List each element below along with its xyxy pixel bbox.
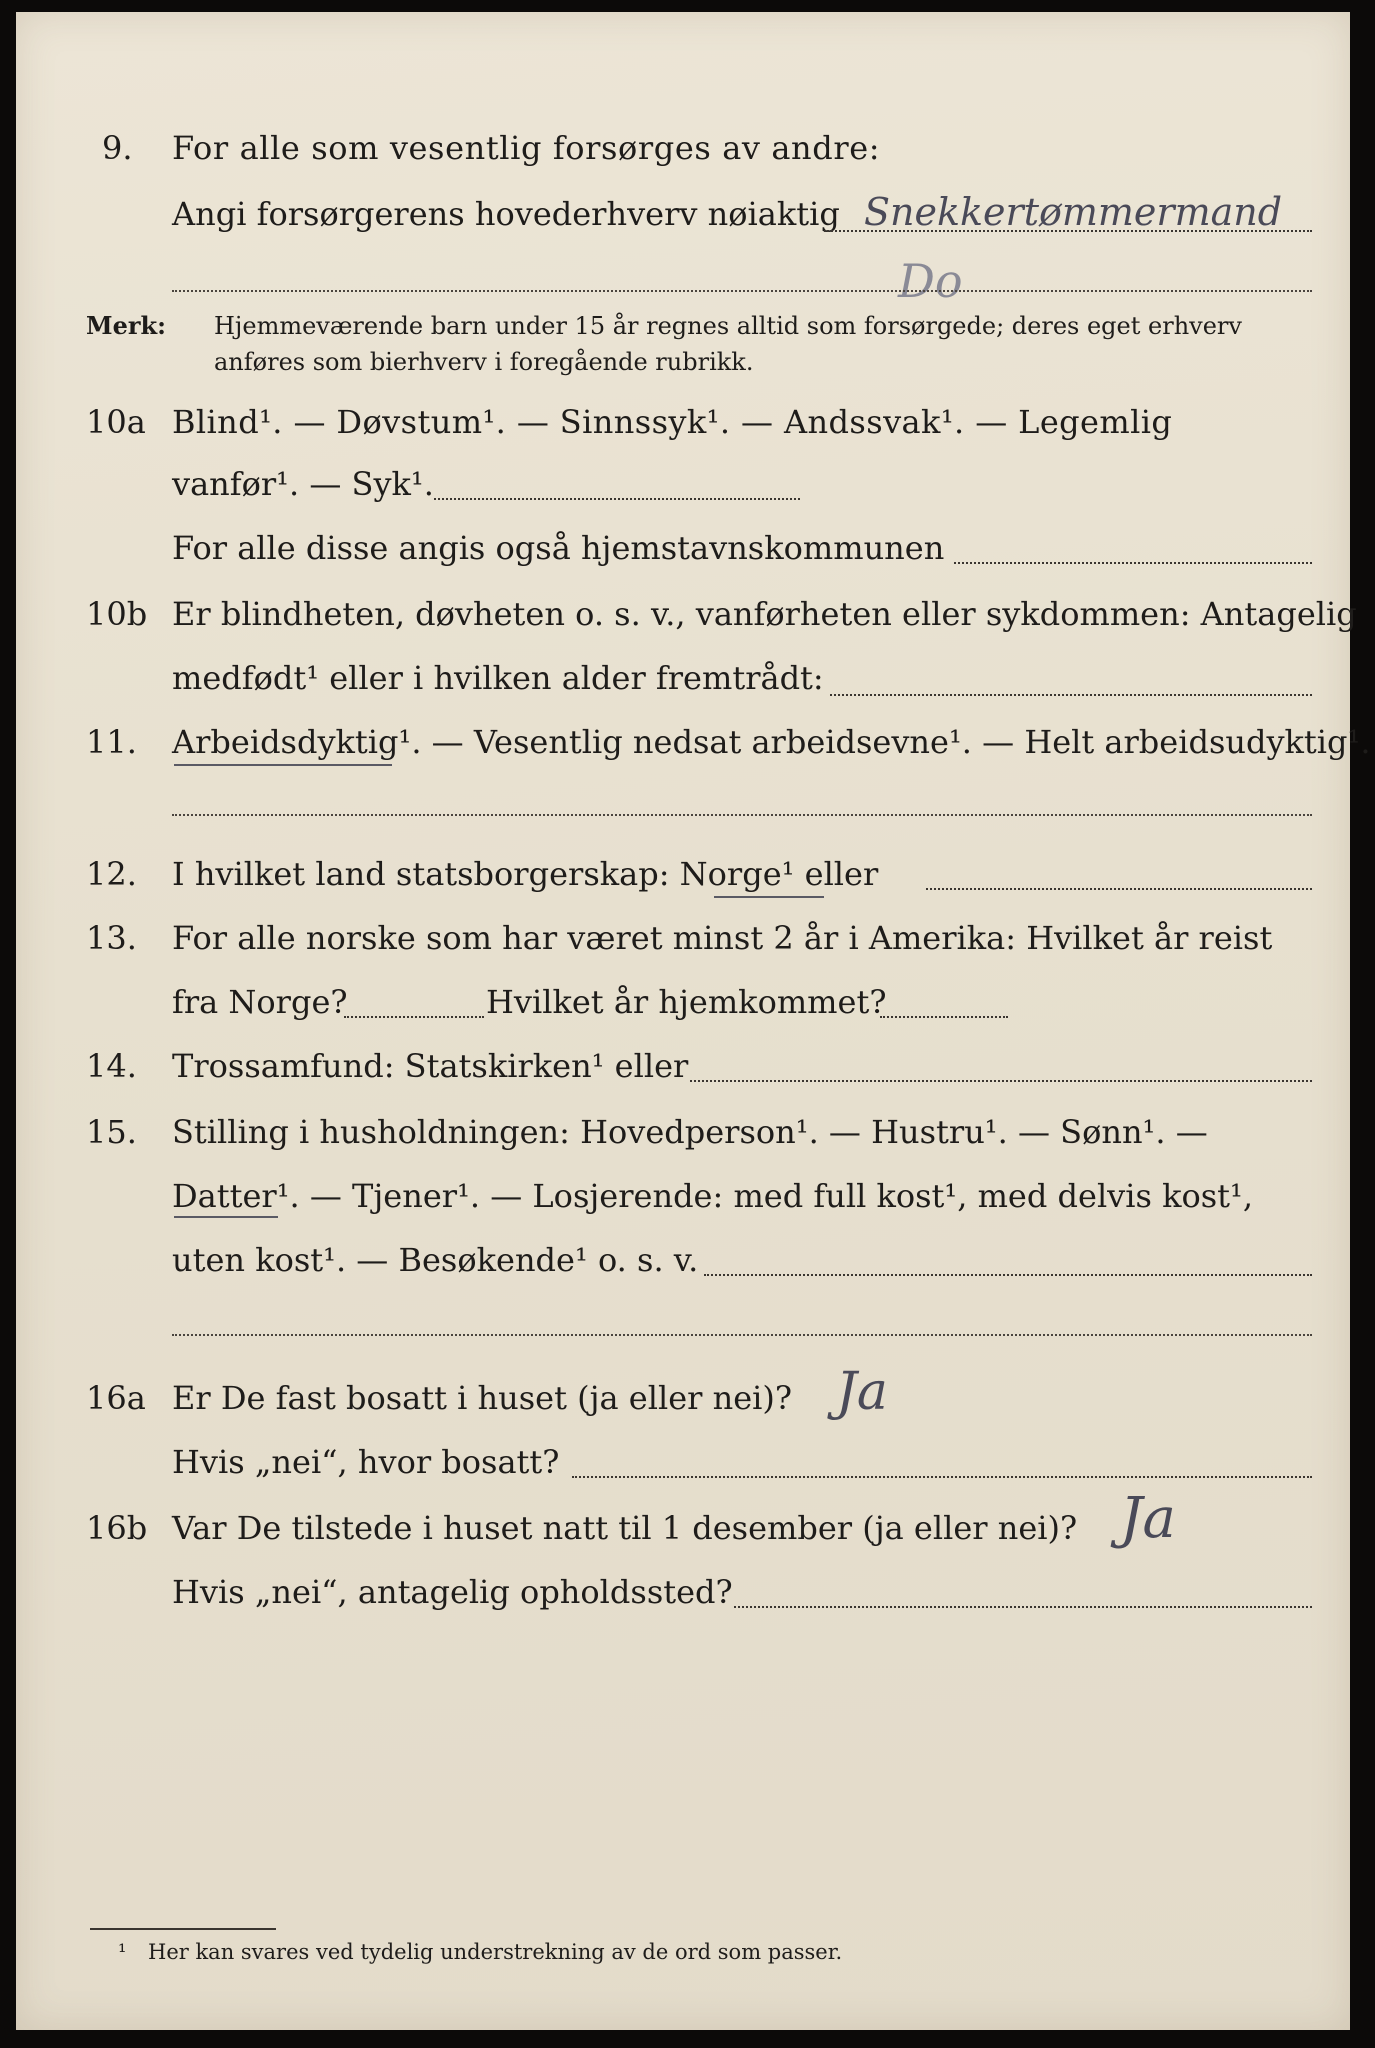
- q14-number: 14.: [86, 1047, 137, 1085]
- q15-answer-dots: [704, 1274, 1312, 1276]
- merk-text-line2: anføres som bierhverv i foregående rubrikk.: [214, 348, 754, 376]
- q15-extra-answer-line: [172, 1334, 1312, 1336]
- q13-line1: For alle norske som har været minst 2 år i Amerika: Hvilket år reist: [172, 919, 1273, 957]
- footnote-marker: ¹: [118, 1940, 127, 1964]
- q14-line1: Trossamfund: Statskirken¹ eller: [172, 1047, 689, 1085]
- q10a-number: 10a: [86, 403, 146, 441]
- q16b-handwritten-answer: Ja: [1120, 1486, 1176, 1551]
- q13-hjemkommet-dots: [880, 1016, 1008, 1018]
- q9-question-line2: Angi forsørgerens hovederhverv nøiaktig: [172, 195, 840, 233]
- q9-extra-answer-line: [172, 290, 1312, 292]
- q13-line2a: fra Norge?: [172, 983, 348, 1021]
- q16a-line1: Er De fast bosatt i huset (ja eller nei)?: [172, 1379, 793, 1417]
- q11-number: 11.: [86, 723, 137, 761]
- q10a-line1: Blind¹. — Døvstum¹. — Sinnssyk¹. — Andssvak¹. — Legemlig: [172, 403, 1173, 441]
- q11-answer-line: [172, 814, 1312, 816]
- q9-question-line1: For alle som vesentlig forsørges av andre:: [172, 129, 881, 167]
- merk-text-line1: Hjemmeværende barn under 15 år regnes alltid som forsørgede; deres eget erhverv: [214, 312, 1242, 340]
- q13-reist-dots: [344, 1016, 484, 1018]
- q15-number: 15.: [86, 1113, 137, 1151]
- q9-handwritten-answer: Snekkertømmermand: [864, 190, 1283, 234]
- q14-answer-dots: [690, 1080, 1312, 1082]
- q10b-number: 10b: [86, 595, 148, 633]
- q10b-line2: medfødt¹ eller i hvilken alder fremtrådt:: [172, 659, 824, 697]
- q16b-line2: Hvis „nei“, antagelig opholdssted?: [172, 1573, 733, 1611]
- q16a-line2: Hvis „nei“, hvor bosatt?: [172, 1443, 560, 1481]
- q10a-syk-dots: [434, 498, 800, 500]
- q15-line2: Datter¹. — Tjener¹. — Losjerende: med full kost¹, med delvis kost¹,: [172, 1177, 1254, 1215]
- q13-line2b: Hvilket år hjemkommet?: [486, 983, 887, 1021]
- q16b-line1: Var De tilstede i huset natt til 1 desember (ja eller nei)?: [172, 1509, 1078, 1547]
- q13-number: 13.: [86, 919, 137, 957]
- q16b-number: 16b: [86, 1509, 148, 1547]
- q10a-hjemstavn-dots: [954, 562, 1312, 564]
- q16a-handwritten-answer: Ja: [836, 1362, 888, 1422]
- footnote-text: Her kan svares ved tydelig understrekning av de ord som passer.: [148, 1940, 843, 1964]
- census-form-page: [16, 12, 1371, 2030]
- q10a-line3: For alle disse angis også hjemstavnskommunen: [172, 529, 945, 567]
- q15-datter-underline: [174, 1216, 278, 1218]
- q11-arbeidsdyktig-underline: [174, 764, 392, 766]
- q12-line1: I hvilket land statsborgerskap: Norge¹ eller: [172, 855, 879, 893]
- q15-line1: Stilling i husholdningen: Hovedperson¹. — Hustru¹. — Sønn¹. —: [172, 1113, 1208, 1151]
- q12-number: 12.: [86, 855, 137, 893]
- q15-line3: uten kost¹. — Besøkende¹ o. s. v.: [172, 1241, 699, 1279]
- q16b-opholdssted-dots: [734, 1606, 1312, 1608]
- q10b-answer-dots: [830, 694, 1312, 696]
- q11-line1: Arbeidsdyktig¹. — Vesentlig nedsat arbeidsevne¹. — Helt arbeidsudyktig¹.: [172, 723, 1371, 761]
- q12-norge-underline: [714, 896, 824, 898]
- q10a-line2: vanfør¹. — Syk¹.: [172, 465, 434, 503]
- footnote-rule: [90, 1928, 276, 1930]
- q9-number: 9.: [102, 129, 133, 167]
- q9-handwritten-ditto: Do: [898, 254, 963, 308]
- merk-label: Merk:: [86, 311, 166, 340]
- q16a-number: 16a: [86, 1379, 146, 1417]
- q10b-line1: Er blindheten, døvheten o. s. v., vanførheten eller sykdommen: Antagelig: [172, 595, 1357, 633]
- q16a-bosatt-dots: [572, 1476, 1312, 1478]
- q12-answer-dots: [926, 888, 1312, 890]
